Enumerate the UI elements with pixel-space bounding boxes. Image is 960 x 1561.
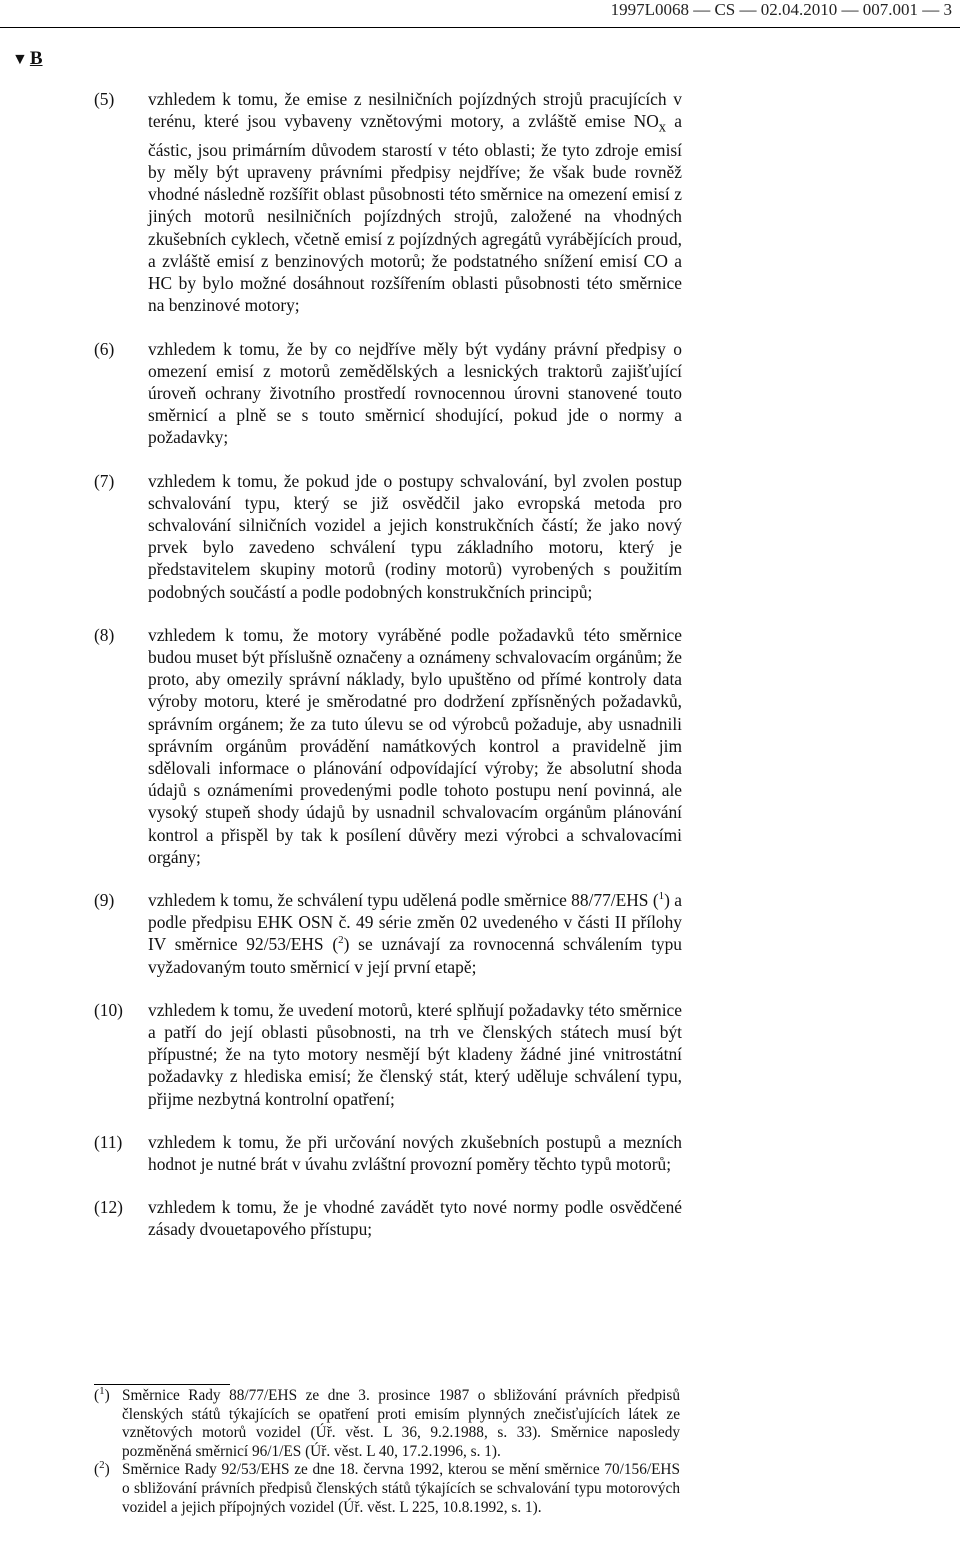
recital-7 [94,470,682,603]
amendment-marker [12,48,43,70]
recital-number: (8) [94,624,115,645]
amendment-marker-label[interactable]: B [29,48,43,69]
document-reference: 1997L0068 — CS — 02.04.2010 — 007.001 — 3 [610,0,952,19]
recital-10 [94,999,682,1110]
footnote-text: Směrnice Rady 88/77/EHS ze dne 3. prosince 1987 o sbližování právních předpisů členských států týkajících se opatření proti emisím plynných znečisťujících látek ze vznětových motorů vozidel (Úř. věst. L 36, 9.2.1988, s. 33). Směrnice naposledy pozměněná směrnicí 96/1/ES (Úř. věst. L 40, 17.2.1996, s. 1). [122,1387,680,1460]
recital-text: vzhledem k tomu, že by co nejdříve měly být vydány právní předpisy o omezení emisí z motorů zemědělských a lesnických traktorů zajišťující úroveň ochrany životního prostředí rovnocennou úrovni stanovené touto směrnicí a plně se s touto směrnicí shodující, pokud jde o normy a požadavky; [148,338,682,448]
recital-8 [94,624,682,868]
recital-11 [94,1131,682,1175]
recital-text: vzhledem k tomu, že při určování nových zkušebních postupů a mezních hodnot je nutné brát v úvahu zvláštní provozní poměry těchto typů motorů; [148,1131,682,1174]
footnote-2 [94,1461,680,1517]
footnote-divider [94,1384,230,1385]
recital-text: vzhledem k tomu, že uvedení motorů, které splňují požadavky této směrnice a patří do její oblasti působnosti, na trh ve členských státech musí být přípustné; že na tyto motory nesmějí být kladeny žádné jiné vnitrostátní požadavky z hlediska emisí; že členský stát, který uděluje schválení typu, přijme nezbytná kontrolní opatření; [148,999,682,1109]
footnote-1 [94,1384,680,1461]
footnote-text: Směrnice Rady 92/53/EHS ze dne 18. června 1992, kterou se mění směrnice 70/156/EHS o sbližování právních předpisů členských států týkajících se schvalování typu motorových vozidel a jejich přípojných vozidel (Úř. věst. L 225, 10.8.1992, s. 1). [122,1461,680,1516]
footnotes-list [94,1384,680,1517]
recital-9 [94,889,682,978]
recitals-list [94,88,682,1262]
recital-text: vzhledem k tomu, že schválení typu udělená podle směrnice 88/77/EHS ($^1$) a podle předpisu EHK OSN č. 49 série změn 02 uvedeného v části II přílohy IV směrnice 92/53/EHS ($^2$) se uznávají za rovnocenná schválením typu vyžadovaným touto směrnicí v její první etapě; [148,889,682,977]
recital-12 [94,1196,682,1240]
recital-6 [94,338,682,449]
recital-text: vzhledem k tomu, že pokud jde o postupy schvalování, byl zvolen postup schvalování typu, který se již osvědčil jako evropská metoda pro schvalování silničních vozidel a jejich konstrukčních částí; že jako nový prvek bylo zavedeno schválení typu základního motoru, který je představitelem skupiny motorů (rodiny motorů) vyrobených s použitím podobných součástí a podle podobných konstrukčních principů; [148,470,682,602]
footnote-reference-2[interactable]: 2 [338,934,344,947]
recital-number: (11) [94,1131,123,1152]
recital-text: vzhledem k tomu, že motory vyráběné podle požadavků této směrnice budou muset být příslušně označeny a oznámeny schvalovacím orgánům; že proto, aby omezily správní náklady, bylo upuštěno od přímé kontroly data výroby motoru, které je směrodatné pro dodržení zpřísněných požadavků, správním orgánem; že za tuto úlevu se od výrobců požaduje, aby usnadnili správním orgánům provádění namátkových kontrol a pravidelně jim sdělovali informace o plánování odpovídající výroby; že absolutní shoda údajů s oznámeními provedenými podle tohoto postupu není povinná, ale vysoký stupeň shody údajů by usnadnil schvalovacím orgánům plánování kontrol a přispěl by tak k posílení důvěry mezi výrobci a schvalovacími orgány; [148,624,682,867]
footnote-number: ($^1$) [94,1384,110,1404]
subscript-x: x [658,119,667,136]
page-header [0,0,960,28]
recital-number: (7) [94,470,115,491]
recital-number: (6) [94,338,115,359]
triangle-down-icon: ▼ [12,51,28,68]
footnote-reference-1[interactable]: 1 [658,890,665,903]
recital-number: (5) [94,89,115,109]
recital-text: vzhledem k tomu, že emise z nesilničních pojízdných strojů pracujících v terénu, které jsou vybaveny vznětovými motory, a zvláště emise $NO_x$ a částic, jsou primárním důvodem starostí v této oblasti; že tyto zdroje emisí by měly být upraveny právními předpisy nejdříve; že však bude rovněž vhodné následně rozšířit oblast působnosti této směrnice na omezení emisí z jiných motorů nesilničních pojízdných strojů, založené na vhodných zkušebních cyklech, včetně emisí z pojízdných agregátů vyrábějících proud, a zvláště emisí z benzinových motorů; že podstatného snížení emisí CO a HC by bylo možné dosáhnout rozšířením oblasti působnosti této směrnice na benzinové motory; [148,89,682,316]
footnote-number: ($^2$) [94,1459,110,1479]
recital-number: (10) [94,999,123,1020]
recital-5 [94,88,682,317]
recital-number: (9) [94,889,115,910]
recital-number: (12) [94,1197,123,1218]
recital-text: vzhledem k tomu, že je vhodné zavádět tyto nové normy podle osvědčené zásady dvouetapového přístupu; [148,1197,682,1240]
